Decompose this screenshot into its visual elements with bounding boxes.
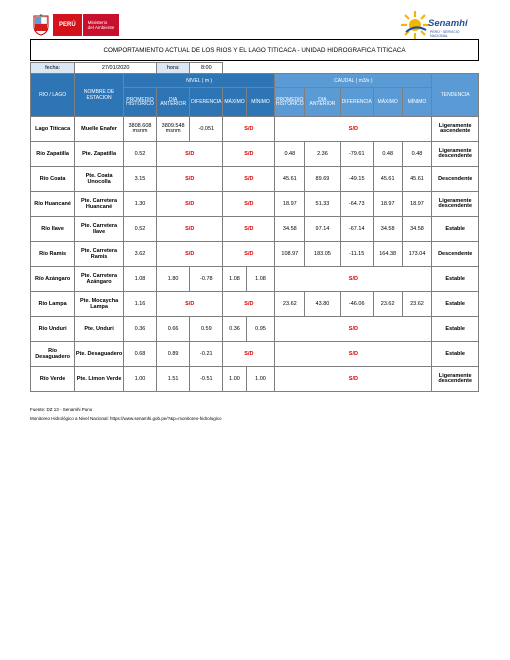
caudal-diferencia: -11.15 xyxy=(340,242,373,267)
station-name: Pte. Desaguadero xyxy=(75,342,124,367)
fecha-label: fecha: xyxy=(31,63,75,74)
nivel-sin-dato: S/D xyxy=(223,242,275,267)
nivel-maximo: 0.36 xyxy=(223,317,246,342)
tendencia-value: Ligeramente ascendente xyxy=(432,117,479,142)
river-status-table xyxy=(30,62,479,392)
nivel-subheader: MÁXIMO xyxy=(223,88,246,117)
nivel-sin-dato: S/D xyxy=(223,217,275,242)
nivel-sin-dato: S/D xyxy=(157,142,223,167)
table-row xyxy=(31,242,479,267)
station-name: Pte. Carretera Azángaro xyxy=(75,267,124,292)
nivel-dia-anterior: 1.51 xyxy=(157,367,190,392)
station-name: Pte. Carretera Ramis xyxy=(75,242,124,267)
caudal-minimo: 34.58 xyxy=(402,217,432,242)
nivel-dia-anterior: 1.80 xyxy=(157,267,190,292)
rio-name: Río Azángaro xyxy=(31,267,75,292)
caudal-maximo: 34.58 xyxy=(373,217,402,242)
report-title: COMPORTAMIENTO ACTUAL DE LOS RIOS Y EL LAGO TITICACA - UNIDAD HIDROGRAFICA TITICACA xyxy=(30,39,479,61)
caudal-subheader: PROMEDIO HISTÓRICO xyxy=(275,88,305,117)
date-row xyxy=(31,63,479,74)
caudal-maximo: 0.48 xyxy=(373,142,402,167)
nivel-maximo: 1.08 xyxy=(223,267,246,292)
caudal-dia-anterior: 183.05 xyxy=(305,242,340,267)
caudal-minimo: 0.48 xyxy=(402,142,432,167)
caudal-minimo: 45.61 xyxy=(402,167,432,192)
nivel-group-header: NIVEL ( m ) xyxy=(123,74,274,88)
caudal-minimo: 173.04 xyxy=(402,242,432,267)
footer-source: Fuente: DZ 13 - Senamhi Puno xyxy=(30,407,93,412)
nivel-diferencia: -0.051 xyxy=(190,117,223,142)
rio-name: Río Unduri xyxy=(31,317,75,342)
tendencia-value: Estable xyxy=(432,217,479,242)
rio-name: Río Ilave xyxy=(31,217,75,242)
nivel-dia-anterior: 0.66 xyxy=(157,317,190,342)
caudal-sin-dato: S/D xyxy=(275,267,432,292)
station-name: Pte. Carretera Ilave xyxy=(75,217,124,242)
senamhi-wordmark: Senamhi xyxy=(428,18,468,29)
nivel-promedio: 3808.608 msnm xyxy=(123,117,156,142)
tendencia-value: Estable xyxy=(432,267,479,292)
tendencia-value: Descendente xyxy=(432,242,479,267)
peru-shield-icon xyxy=(32,14,50,36)
caudal-promedio: 0.48 xyxy=(275,142,305,167)
col-estacion-header: NOMBRE DE ESTACION xyxy=(75,74,124,117)
table-row xyxy=(31,167,479,192)
senamhi-tagline: PERÚ · SERVICIO NACIONAL xyxy=(430,30,460,38)
caudal-minimo: 23.62 xyxy=(402,292,432,317)
peru-ministry-logo xyxy=(32,14,119,36)
nivel-diferencia: -0.21 xyxy=(190,342,223,367)
nivel-minimo: 0.95 xyxy=(246,317,275,342)
table-row xyxy=(31,117,479,142)
nivel-sin-dato: S/D xyxy=(223,142,275,167)
caudal-minimo: 18.97 xyxy=(402,192,432,217)
fecha-value: 27/01/2020 xyxy=(75,63,157,74)
caudal-diferencia: -49.15 xyxy=(340,167,373,192)
nivel-sin-dato: S/D xyxy=(157,192,223,217)
nivel-sin-dato: S/D xyxy=(223,342,275,367)
nivel-promedio: 0.36 xyxy=(123,317,156,342)
nivel-promedio: 1.16 xyxy=(123,292,156,317)
nivel-sin-dato: S/D xyxy=(157,242,223,267)
senamhi-logo xyxy=(400,10,474,40)
station-name: Pte. Mocaycha Lampa xyxy=(75,292,124,317)
caudal-sin-dato: S/D xyxy=(275,367,432,392)
caudal-promedio: 23.62 xyxy=(275,292,305,317)
caudal-diferencia: -46.06 xyxy=(340,292,373,317)
table-row xyxy=(31,142,479,167)
tendencia-value: Estable xyxy=(432,317,479,342)
nivel-sin-dato: S/D xyxy=(223,117,275,142)
nivel-promedio: 1.08 xyxy=(123,267,156,292)
caudal-promedio: 45.61 xyxy=(275,167,305,192)
table-row xyxy=(31,217,479,242)
caudal-sin-dato: S/D xyxy=(275,342,432,367)
tendencia-value: Ligeramente descendente xyxy=(432,142,479,167)
rio-name: Lago Titicaca xyxy=(31,117,75,142)
table-row xyxy=(31,317,479,342)
nivel-sin-dato: S/D xyxy=(157,167,223,192)
caudal-diferencia: -79.61 xyxy=(340,142,373,167)
header-row-1 xyxy=(31,74,479,88)
rio-name: Río Ramis xyxy=(31,242,75,267)
caudal-diferencia: -64.73 xyxy=(340,192,373,217)
table-row xyxy=(31,292,479,317)
nivel-promedio: 3.15 xyxy=(123,167,156,192)
nivel-sin-dato: S/D xyxy=(157,292,223,317)
caudal-sin-dato: S/D xyxy=(275,117,432,142)
caudal-maximo: 18.97 xyxy=(373,192,402,217)
station-name: Pte. Carretera Huancané xyxy=(75,192,124,217)
table-row xyxy=(31,367,479,392)
station-name: Pte. Coata Unocolla xyxy=(75,167,124,192)
footer-monitor-link: Monitoreo Hidrológico a Nivel Nacional: https://www.senamhi.gob.pe/?&p=monitoreo-hidrologico xyxy=(30,416,222,421)
caudal-group-header: CAUDAL ( m3/s ) xyxy=(275,74,432,88)
rio-name: Río Verde xyxy=(31,367,75,392)
caudal-promedio: 18.97 xyxy=(275,192,305,217)
table-row xyxy=(31,267,479,292)
nivel-subheader: PROMEDIO HISTÓRICO xyxy=(123,88,156,117)
nivel-minimo: 1.08 xyxy=(246,267,275,292)
nivel-dia-anterior: 3809.548 msnm xyxy=(157,117,190,142)
nivel-subheader: MÍNIMO xyxy=(246,88,275,117)
caudal-promedio: 108.97 xyxy=(275,242,305,267)
station-name: Pte. Zapatilla xyxy=(75,142,124,167)
caudal-dia-anterior: 89.69 xyxy=(305,167,340,192)
hora-value: 8:00 xyxy=(190,63,223,74)
caudal-maximo: 23.62 xyxy=(373,292,402,317)
nivel-subheader: DIA ANTERIOR xyxy=(157,88,190,117)
caudal-maximo: 45.61 xyxy=(373,167,402,192)
caudal-promedio: 34.58 xyxy=(275,217,305,242)
col-tendencia-header: TENDENCIA xyxy=(432,74,479,117)
caudal-diferencia: -67.14 xyxy=(340,217,373,242)
table-row xyxy=(31,342,479,367)
nivel-sin-dato: S/D xyxy=(223,192,275,217)
tendencia-value: Ligeramente descendente xyxy=(432,192,479,217)
caudal-subheader: MÁXIMO xyxy=(373,88,402,117)
tendencia-value: Estable xyxy=(432,292,479,317)
col-rio-header: RIO / LAGO xyxy=(31,74,75,117)
nivel-sin-dato: S/D xyxy=(223,167,275,192)
tendencia-value: Ligeramente descendente xyxy=(432,367,479,392)
station-name: Muelle Enafer xyxy=(75,117,124,142)
ministry-label: Ministerio del Ambiente xyxy=(82,14,120,36)
nivel-diferencia: -0.51 xyxy=(190,367,223,392)
nivel-sin-dato: S/D xyxy=(157,217,223,242)
nivel-maximo: 1.00 xyxy=(223,367,246,392)
nivel-promedio: 1.30 xyxy=(123,192,156,217)
rio-name: Río Lampa xyxy=(31,292,75,317)
nivel-promedio: 0.52 xyxy=(123,217,156,242)
caudal-subheader: DIFERENCIA xyxy=(340,88,373,117)
caudal-subheader: DIA ANTERIOR xyxy=(305,88,340,117)
nivel-minimo: 1.00 xyxy=(246,367,275,392)
caudal-dia-anterior: 97.14 xyxy=(305,217,340,242)
station-name: Pte. Unduri xyxy=(75,317,124,342)
tendencia-value: Descendente xyxy=(432,167,479,192)
caudal-dia-anterior: 2.36 xyxy=(305,142,340,167)
table-row xyxy=(31,192,479,217)
nivel-dia-anterior: 0.89 xyxy=(157,342,190,367)
rio-name: Río Desaguadero xyxy=(31,342,75,367)
hora-label: hora: xyxy=(157,63,190,74)
sun-icon xyxy=(400,10,430,40)
caudal-maximo: 164.38 xyxy=(373,242,402,267)
caudal-dia-anterior: 43.80 xyxy=(305,292,340,317)
peru-label: PERÚ xyxy=(53,14,82,36)
nivel-subheader: DIFERENCIA xyxy=(190,88,223,117)
rio-name: Río Huancané xyxy=(31,192,75,217)
nivel-diferencia: -0.78 xyxy=(190,267,223,292)
nivel-promedio: 0.52 xyxy=(123,142,156,167)
station-name: Pte. Limon Verde xyxy=(75,367,124,392)
nivel-promedio: 3.62 xyxy=(123,242,156,267)
nivel-diferencia: 0.59 xyxy=(190,317,223,342)
rio-name: Río Zapatilla xyxy=(31,142,75,167)
caudal-dia-anterior: 51.33 xyxy=(305,192,340,217)
nivel-sin-dato: S/D xyxy=(223,292,275,317)
nivel-promedio: 1.00 xyxy=(123,367,156,392)
rio-name: Río Coata xyxy=(31,167,75,192)
caudal-sin-dato: S/D xyxy=(275,317,432,342)
tendencia-value: Estable xyxy=(432,342,479,367)
nivel-promedio: 0.68 xyxy=(123,342,156,367)
caudal-subheader: MÍNIMO xyxy=(402,88,432,117)
